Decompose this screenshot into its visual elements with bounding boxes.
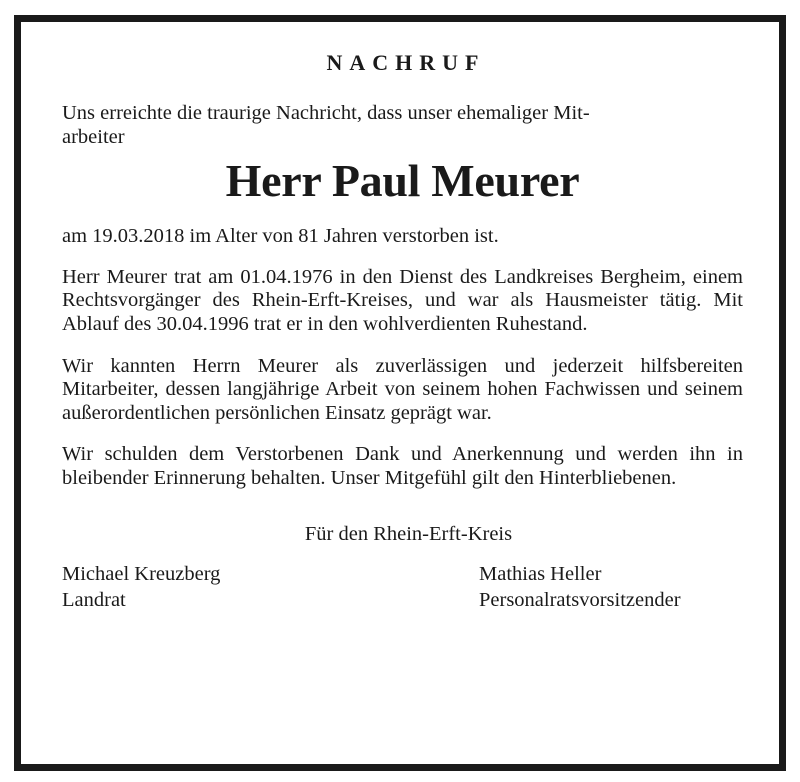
deceased-name: Herr Paul Meurer: [225, 155, 580, 207]
organization-line: Für den Rhein-Erft-Kreis: [304, 522, 513, 545]
signatory-name: Michael Kreuzberg: [62, 562, 221, 585]
intro-text: Uns erreichte die traurige Nachricht, dass unser ehemaliger Mit- arbeiter: [62, 102, 590, 148]
signature-block: [62, 561, 743, 613]
signatory-title: Landrat: [62, 588, 126, 611]
tribute-paragraph: Wir kannten Herrn Meurer als zuverlässigen und jederzeit hilfsbereiten Mitarbeiter, dessen langjährige Arbeit von seinem hohen Fachwissen und seinem außerordentlichen persönlichen Einsatz geprägt war.: [62, 354, 743, 424]
signatory-left: [62, 561, 220, 613]
signatory-title: Personalratsvorsitzender: [479, 588, 681, 611]
career-paragraph: Herr Meurer trat am 01.04.1976 in den Dienst des Landkreises Bergheim, einem Rechtsvorgänger des Rhein-Erft-Kreises, und war als Hausmeister tätig. Mit Ablauf des 30.04.1996 trat er in den wohlverdienten Ruhestand.: [62, 265, 743, 335]
signatory-right: [479, 561, 743, 613]
condolence-paragraph: Wir schulden dem Verstorbenen Dank und Anerkennung und werden ihn in bleibender Erinnerung behalten. Unser Mitgefühl gilt den Hinterbliebenen.: [62, 443, 743, 489]
obituary-notice: [62, 50, 743, 613]
signatory-name: Mathias Heller: [479, 562, 602, 585]
death-date-line: am 19.03.2018 im Alter von 81 Jahren verstorben ist.: [62, 225, 499, 248]
notice-heading: NACHRUF: [326, 50, 486, 75]
